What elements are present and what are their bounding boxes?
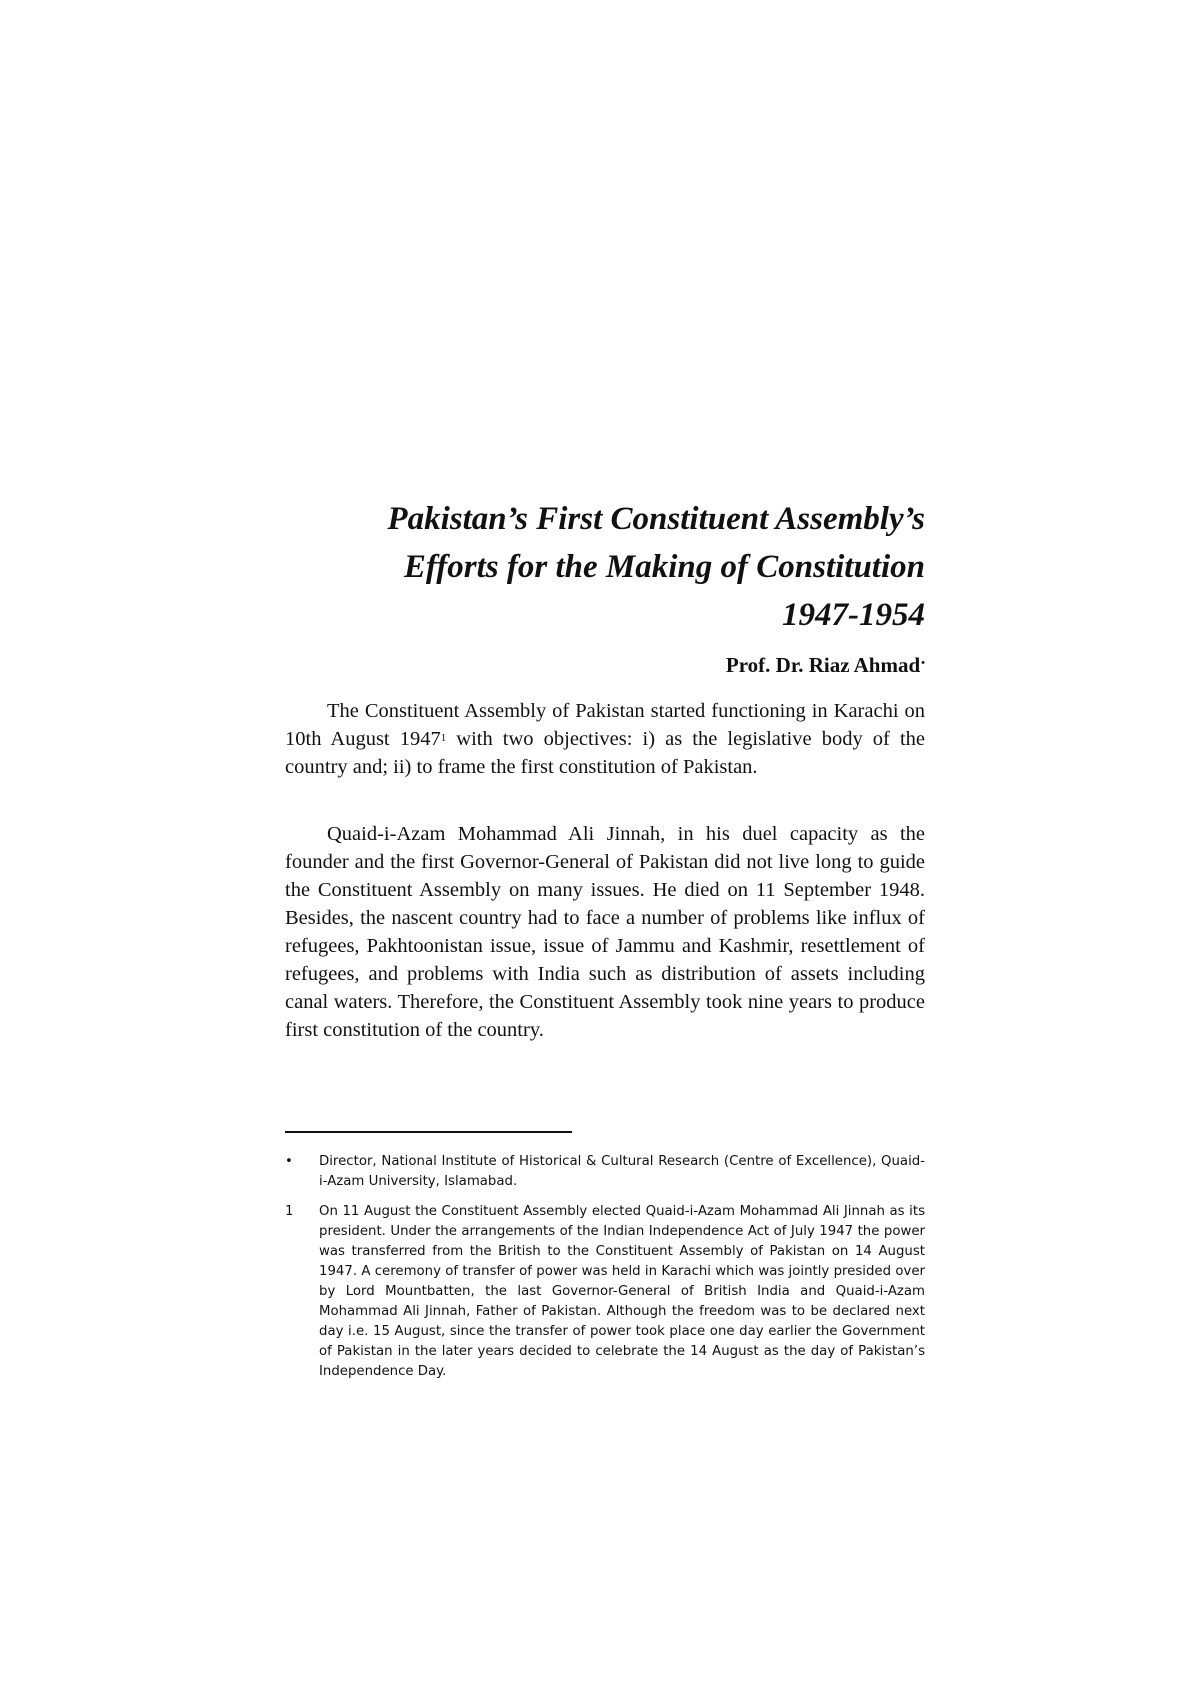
author-name: Prof. Dr. Riaz Ahmad <box>725 653 921 677</box>
footnote-text: Director, National Institute of Historical & Cultural Research (Centre of Excellence), Quaid-i-Azam University, Islamabad. <box>319 1154 925 1189</box>
footnote-ref-1: 1 <box>440 732 447 744</box>
title-line-2: Efforts for the Making of Constitution <box>403 549 925 585</box>
footnote-item <box>285 1152 925 1192</box>
footnote-mark: • <box>285 1154 293 1169</box>
author-footnote-mark: • <box>921 657 925 669</box>
footnote-text: On 11 August the Constituent Assembly elected Quaid-i-Azam Mohammad Ali Jinnah as its president. Under the arrangements of the Indian Independence Act of July 1947 the power was transferred from the British to the Constituent Assembly of Pakistan on 14 August 1947. A ceremony of transfer of power was held in Karachi which was jointly presided over by Lord Mountbatten, the last Governor-General of British India and Quaid-i-Azam Mohammad Ali Jinnah, Father of Pakistan. Although the freedom was to be declared next day i.e. 15 August, since the transfer of power took place one day earlier the Government of Pakistan in the later years decided to celebrate the 14 August as the day of Pakistan’s Independence Day. <box>319 1204 925 1379</box>
paragraph-1-text-b: with two objectives: i) as the legislative body of the country and; ii) to frame the first constitution of Pakistan. <box>285 728 925 778</box>
footnote-separator <box>285 1131 572 1133</box>
footnote-item <box>285 1202 925 1382</box>
paragraph-2-text: Quaid-i-Azam Mohammad Ali Jinnah, in his duel capacity as the founder and the first Governor-General of Pakistan did not live long to guide the Constituent Assembly on many issues. He died on 11 September 1948. Besides, the nascent country had to face a number of problems like influx of refugees, Pakhtoonistan issue, issue of Jammu and Kashmir, resettlement of refugees, and problems with India such as distribution of assets including canal waters. Therefore, the Constituent Assembly took nine years to produce first constitution of the country. <box>285 823 925 1041</box>
body-paragraph-2 <box>285 820 925 1044</box>
title-line-1: Pakistan’s First Constituent Assembly’s <box>387 501 925 537</box>
footnote-mark: 1 <box>285 1204 294 1219</box>
article-title <box>285 495 925 639</box>
author-byline <box>285 651 925 679</box>
paragraph-1-text-a: The Constituent Assembly of Pakistan started functioning in Karachi on 10th August 1947 <box>285 700 925 750</box>
footnotes <box>285 1152 925 1392</box>
body-paragraph-1 <box>285 697 925 781</box>
title-line-3: 1947-1954 <box>782 597 925 633</box>
